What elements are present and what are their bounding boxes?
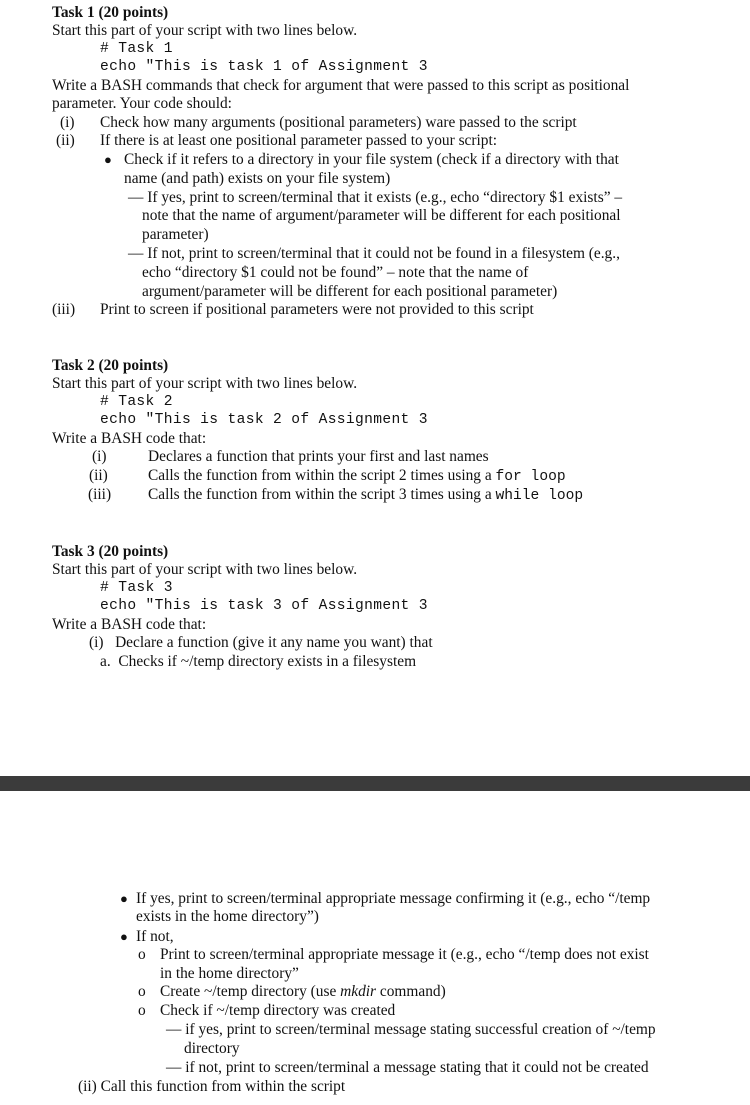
task2-item-iii-number: (iii) xyxy=(88,486,112,503)
task2-code-line2: echo "This is task 2 of Assignment 3 xyxy=(100,412,428,428)
task1-description-cont: parameter. Your code should: xyxy=(52,95,232,112)
circle-bullet-icon: o xyxy=(138,1002,146,1019)
circle-bullet-icon: o xyxy=(138,983,146,1000)
task3-item-i: (i) Declare a function (give it any name you want) that xyxy=(89,634,433,651)
task3-code-line2: echo "This is task 3 of Assignment 3 xyxy=(100,598,428,614)
task1-bullet-text-cont: name (and path) exists on your file system) xyxy=(124,170,391,187)
task1-item-i-text: Check how many arguments (positional parameters) ware passed to the script xyxy=(100,114,577,131)
task1-yes-line1: — If yes, print to screen/terminal that it exists (e.g., echo “directory $1 exists” – xyxy=(128,189,623,206)
task1-item-ii-text: If there is at least one positional parameter passed to your script: xyxy=(100,132,498,149)
task2-item-ii-number: (ii) xyxy=(89,467,108,484)
task3-yes-line2: exists in the home directory”) xyxy=(136,908,319,925)
task3-ifnot: If not, xyxy=(136,928,174,945)
task1-yes-line3: parameter) xyxy=(142,226,209,243)
task2-intro: Start this part of your script with two lines below. xyxy=(52,375,358,392)
task2-item-i-number: (i) xyxy=(92,448,107,465)
task1-item-iii-text: Print to screen if positional parameters were not provided to this script xyxy=(100,301,534,318)
task2-item-iii-text: Calls the function from within the script 3 times using a while loop xyxy=(148,486,584,504)
task3-title: Task 3 (20 points) xyxy=(52,543,169,560)
page-break-divider xyxy=(0,776,750,791)
task3-success-line2: directory xyxy=(184,1040,240,1057)
task3-check-line: Check if ~/temp directory was created xyxy=(160,1002,396,1019)
task2-description: Write a BASH code that: xyxy=(52,430,207,447)
task3-print-line1: Print to screen/terminal appropriate message it (e.g., echo “/temp does not exist xyxy=(160,946,649,963)
bullet-dot-icon: ● xyxy=(120,891,128,906)
task3-subitem-a: a. Checks if ~/temp directory exists in a filesystem xyxy=(100,653,417,670)
task3-intro: Start this part of your script with two lines below. xyxy=(52,561,358,578)
task3-description: Write a BASH code that: xyxy=(52,616,207,633)
task1-bullet-text: Check if it refers to a directory in your file system (check if a directory with that xyxy=(124,151,619,168)
task3-code-line1: # Task 3 xyxy=(100,580,173,596)
task1-item-ii-number: (ii) xyxy=(56,132,75,149)
task3-print-line2: in the home directory” xyxy=(160,965,299,982)
task2-item-i-text: Declares a function that prints your first and last names xyxy=(148,448,489,465)
task1-no-line2: echo “directory $1 could not be found” – note that the name of xyxy=(142,264,529,281)
task1-code-line1: # Task 1 xyxy=(100,41,173,57)
while-loop-code: while loop xyxy=(495,488,584,504)
for-loop-code: for loop xyxy=(495,469,566,485)
task2-item-ii-text: Calls the function from within the script 2 times using a for loop xyxy=(148,467,566,485)
task1-no-line1: — If not, print to screen/terminal that it could not be found in a filesystem (e.g., xyxy=(128,245,620,262)
task1-description: Write a BASH commands that check for argument that were passed to this script as positional xyxy=(52,77,630,94)
bullet-dot-icon: ● xyxy=(120,929,128,944)
mkdir-command: mkdir xyxy=(340,983,377,1000)
circle-bullet-icon: o xyxy=(138,946,146,963)
task1-yes-line2: note that the name of argument/parameter will be different for each positional xyxy=(142,207,621,224)
task3-item-ii: (ii) Call this function from within the script xyxy=(78,1078,346,1095)
bullet-dot-icon: ● xyxy=(104,152,112,167)
task1-intro: Start this part of your script with two lines below. xyxy=(52,22,358,39)
task3-failure-line: — if not, print to screen/terminal a message stating that it could not be created xyxy=(166,1059,649,1076)
task2-code-line1: # Task 2 xyxy=(100,394,173,410)
task1-item-i-number: (i) xyxy=(60,114,75,131)
task3-create-line: Create ~/temp directory (use mkdir command) xyxy=(160,983,446,1000)
task1-title: Task 1 (20 points) xyxy=(52,4,169,21)
task3-yes-line1: If yes, print to screen/terminal appropriate message confirming it (e.g., echo “/temp xyxy=(136,890,651,907)
task2-title: Task 2 (20 points) xyxy=(52,357,169,374)
task3-success-line1: — if yes, print to screen/terminal message stating successful creation of ~/temp xyxy=(166,1021,656,1038)
task1-no-line3: argument/parameter will be different for each positional parameter) xyxy=(142,283,558,300)
task1-item-iii-number: (iii) xyxy=(52,301,76,318)
task1-code-line2: echo "This is task 1 of Assignment 3 xyxy=(100,59,428,75)
